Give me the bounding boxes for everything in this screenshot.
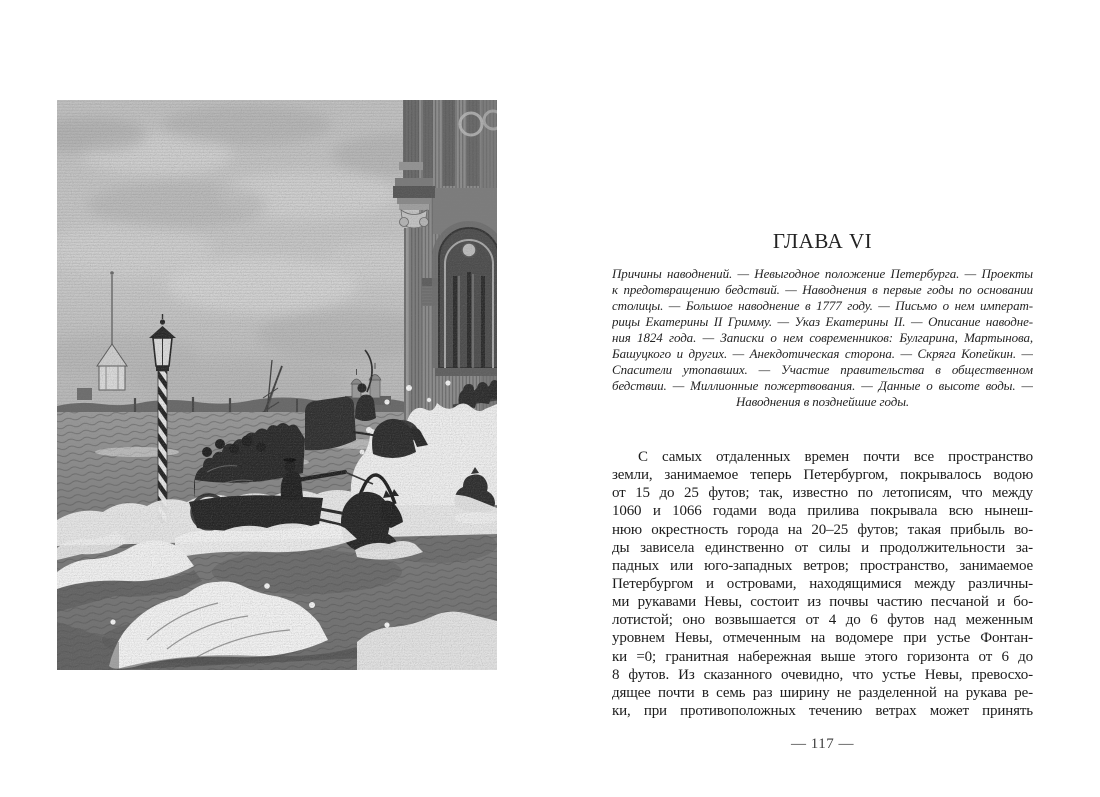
epigraph-line: Причины наводнений. — Невыгодное положение Петербурга. — Проекты (612, 266, 1033, 281)
chapter-body (612, 448, 1033, 720)
epigraph-line: Башуцкого и других. — Анекдотическая сторона. — Скряга Копейкин. — (612, 346, 1033, 361)
body-line: уровнем Невы, отмеченным на водомере при устье Фонтан- (612, 630, 1033, 647)
body-line: ды зависела единственно от силы и продолжительности за- (612, 539, 1033, 556)
flood-engraving-illustration (57, 100, 497, 670)
chapter-page (612, 228, 1033, 720)
body-line: 8 футов. Из сказанного очевидно, что устье Невы, превосхо- (612, 666, 1033, 683)
body-line: ки, при противоположных течению ветрах может принять (612, 702, 1033, 719)
body-line: ки =0; гранитная набережная выше этого горизонта от 6 до (612, 648, 1033, 665)
body-line: падных или юго-западных ветров; пространство, занимаемое (612, 557, 1033, 574)
body-line: С самых отдаленных времен почти все пространство (638, 449, 1033, 465)
epigraph-line: столицы. — Большое наводнение в 1777 году. — Письмо о нем императ- (612, 298, 1033, 313)
body-line: Петербургом и островами, находящимися между различны- (612, 575, 1033, 592)
epigraph-line: к предотвращению бедствий. — Наводнения в первые годы по основании (612, 282, 1033, 297)
body-line: дящее почти в семь раз ширину не разделенной на рукава ре- (612, 684, 1033, 701)
body-line: нюю окрестность города на 20–25 футов; такая прибыль во- (612, 521, 1033, 538)
body-line: лотистой; оно возвышается от 4 до 6 футов над меженным (612, 612, 1033, 629)
chapter-title: ГЛАВА VI (772, 229, 873, 253)
epigraph-line: бедствии. — Миллионные пожертвования. — Данные о высоте воды. — (612, 378, 1033, 393)
chapter-epigraph (612, 266, 1033, 410)
page-number: — 117 — (791, 736, 854, 752)
body-line: от 15 до 25 футов; так, известно по летописям, что между (612, 485, 1033, 502)
epigraph-line: рицы Екатерины II Гримму. — Указ Екатерины II. — Описание наводне- (612, 314, 1033, 329)
body-line: ми рукавами Невы, состоит из почвы частию песчаной и бо- (612, 594, 1033, 611)
epigraph-line: ния 1824 года. — Записки о нем современников: Булгарина, Мартынова, (612, 330, 1033, 345)
epigraph-line: Спасители утопавших. — Участие правительства в общественном (612, 362, 1033, 377)
engraving-canvas (57, 100, 497, 670)
epigraph-line: Наводнения в позднейшие годы. (735, 394, 910, 409)
body-line: 1060 и 1066 годами вода прилива покрывала всю нынеш- (612, 503, 1033, 520)
body-line: земли, занимаемое теперь Петербургом, покрывалось водою (612, 467, 1033, 484)
